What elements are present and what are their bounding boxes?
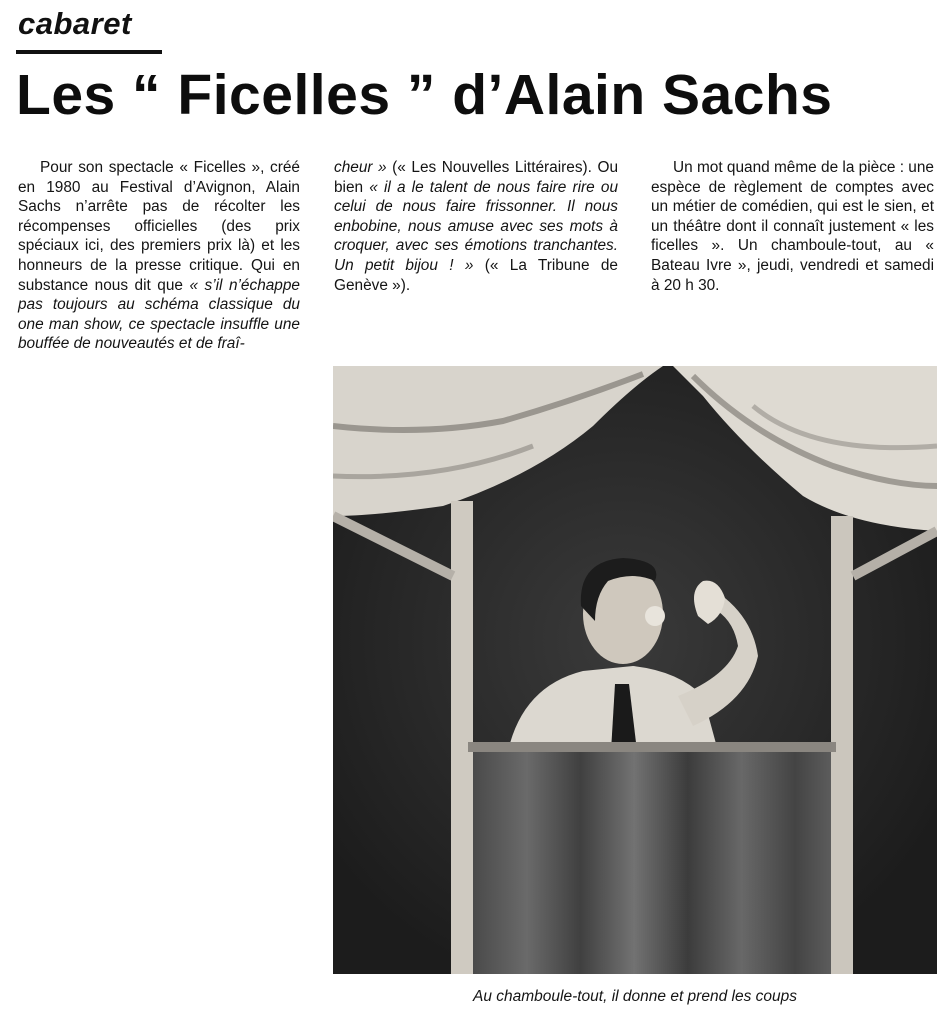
paragraph: [334, 158, 618, 295]
article-column-2: [334, 158, 618, 295]
paragraph: [18, 158, 300, 354]
booth-curtain: [473, 746, 831, 974]
kicker-underline: [16, 50, 162, 54]
booth-curtain-rail: [468, 742, 836, 752]
body-text: Pour son spectacle « Ficelles », créé en 1980 au Festival d’Avignon, Alain Sachs n’arrête pas de récolter les récompenses officielles (des prix spéciaux ici, des premiers prix là) et les honneurs de la presse critique. Qui en substance nous dit que: [18, 159, 300, 294]
article-column-3: [651, 158, 934, 295]
body-text: (« Les Nouvelles Littéraires). Ou bien: [334, 159, 618, 196]
section-kicker: cabaret: [18, 6, 132, 41]
quote-text: « s’il n’échappe pas toujours au schéma classique du one man show, ce spectacle insuffle une bouffée de nouveautés et de fraî-: [18, 276, 300, 353]
photo-illustration: [333, 366, 937, 974]
body-text: (« La Tribune de Genève »).: [334, 256, 618, 294]
clown-nose: [645, 606, 665, 626]
quote-text: cheur »: [334, 159, 387, 176]
quote-text: « il a le talent de nous faire rire ou celui de nous faire frissonner. Il nous enbobine, nous amuse avec ses mots à croquer, avec ses émotions tranchantes. Un petit bijou ! »: [334, 178, 619, 274]
headline: Les “ Ficelles ” d’Alain Sachs: [16, 63, 833, 127]
article-column-1: [18, 158, 300, 354]
paragraph: Un mot quand même de la pièce : une espèce de règlement de comptes avec un métier de comédien, qui est le sien, et un théâtre dont il connaît justement « les ficelles ». Un chamboule-tout, au « Bateau Ivre », jeudi, vendredi et samedi à 20 h 30.: [651, 159, 934, 294]
article-photo: [333, 366, 937, 974]
photo-caption: Au chamboule-tout, il donne et prend les coups: [473, 988, 797, 1005]
